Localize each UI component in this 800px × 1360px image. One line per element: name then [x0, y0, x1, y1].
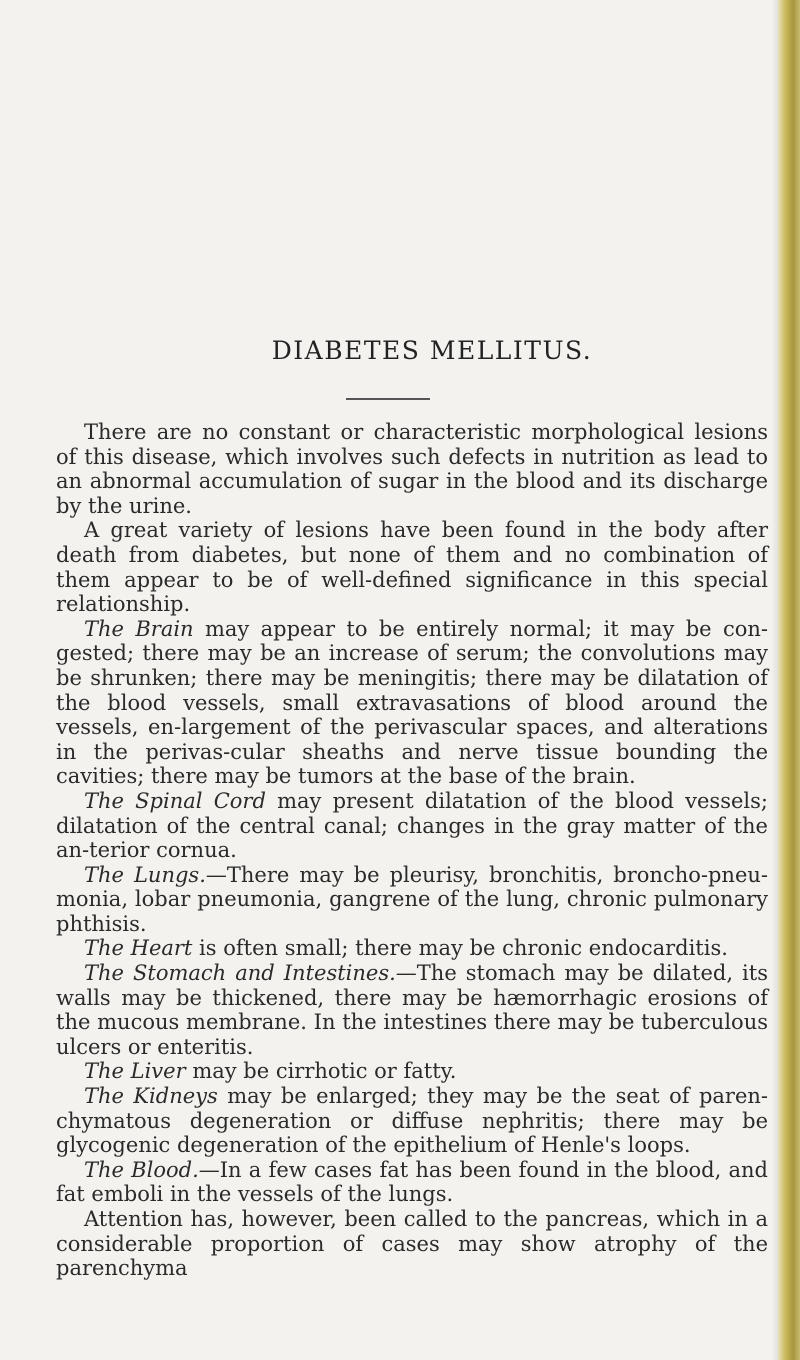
paragraph-text: There are no constant or characteristic morphological lesions of this disease, which involves such defects in nutrition as lead to an abnormal accumulation of sugar in the blood and its discharge by the urine.	[56, 420, 768, 518]
paragraph	[56, 1207, 768, 1281]
paragraph	[56, 1084, 768, 1158]
paragraph-text: may be enlarged; they may be the seat of paren-chymatous degeneration or diffuse nephritis; there may be glycogenic degeneration of the epithelium of Henle's loops.	[56, 1084, 769, 1158]
paragraph-text: may present dilatation of the blood vessels; dilatation of the central canal; changes in the gray matter of the an-terior cornua.	[56, 788, 768, 863]
paragraph	[56, 1158, 768, 1207]
page-text	[56, 336, 768, 1281]
page-edge	[778, 0, 800, 1360]
chapter-title: DIABETES MELLITUS.	[271, 336, 593, 365]
paragraph-text: —There may be pleurisy, bronchitis, broncho-pneu-monia, lobar pneumonia, gangrene of the lung, chronic pulmonary phthisis.	[56, 862, 768, 936]
paragraph-lead: The Brain	[84, 616, 194, 641]
paragraph-text: is often small; there may be chronic endocarditis.	[192, 936, 728, 961]
title-rule	[346, 398, 430, 400]
paragraph-lead: The Lungs.	[84, 862, 206, 887]
paragraph-lead: The Liver	[84, 1059, 186, 1084]
paragraph	[56, 789, 768, 863]
paragraph-text: —In a few cases fat has been found in the blood, and fat emboli in the vessels of the lungs.	[56, 1157, 768, 1207]
paragraph-text: may appear to be entirely normal; it may be con-gested; there may be an increase of serum; the convolutions may be shrunken; there may be meningitis; there may be dilatation of the blood vessels, small extravasations of blood around the vessels, en-largement of the perivascular spaces, and alterations in the perivas-cular sheaths and nerve tissue bounding the cavities; there may be tumors at the base of the brain.	[56, 616, 768, 789]
paragraph-text: A great variety of lesions have been found in the body after death from diabetes, but none of them and no combination of them appear to be of well-defined significance in this special relationship.	[56, 518, 768, 617]
paragraph-text: may be cirrhotic or fatty.	[185, 1059, 457, 1084]
paragraph-lead: The Kidneys	[84, 1084, 218, 1109]
paragraph	[56, 617, 768, 789]
paragraph	[56, 936, 768, 961]
paragraph-lead: The Spinal Cord	[84, 788, 266, 813]
paragraph	[56, 863, 768, 937]
paragraph-text: —The stomach may be dilated, its walls may be thickened, there may be hæmorrhagic erosions of the mucous membrane. In the intestines there may be tuberculous ulcers or enteritis.	[56, 961, 768, 1059]
paragraph	[56, 1059, 768, 1084]
paragraph-text: Attention has, however, been called to the pancreas, which in a considerable proportion of cases may show atrophy of the parenchyma	[56, 1207, 768, 1281]
paragraph-lead: The Heart	[84, 936, 193, 961]
paragraph-lead: The Blood.	[84, 1157, 199, 1182]
paragraph	[56, 961, 768, 1059]
paragraph	[56, 518, 768, 616]
paragraph	[56, 420, 768, 518]
paragraph-lead: The Stomach and Intestines.	[84, 961, 396, 986]
